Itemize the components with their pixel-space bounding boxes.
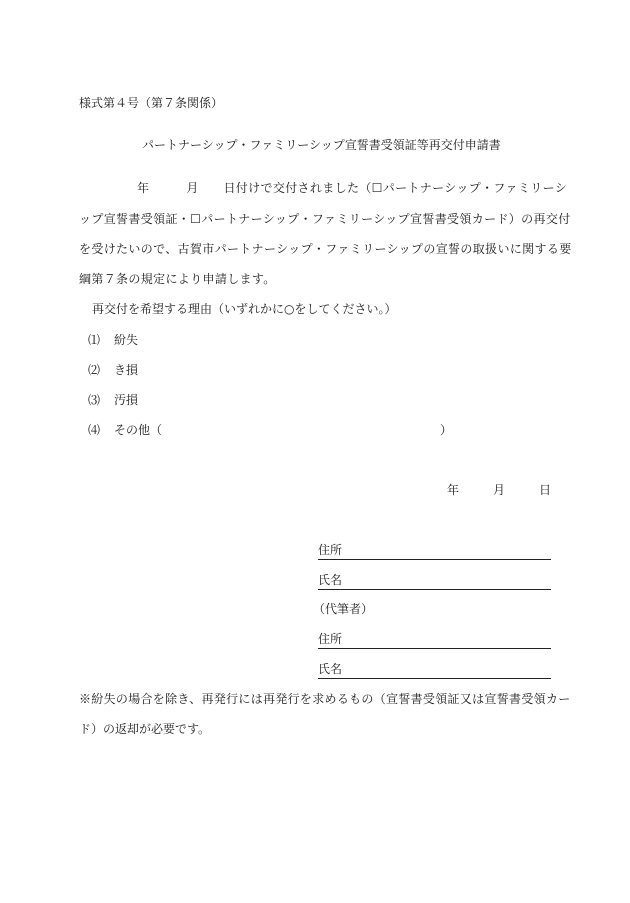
proxy-name-label: 氏名 [318, 662, 343, 676]
proxy-address-label: 住所 [318, 632, 343, 646]
reason-label: 汚損 [114, 393, 139, 407]
reason-item-damaged[interactable] [88, 363, 138, 377]
reason-item-soiled[interactable] [88, 393, 138, 407]
applicant-address-field[interactable] [318, 543, 551, 560]
applicant-name-label: 氏名 [318, 573, 343, 587]
body-line-2: ップ宣誓書受領証・☐パートナーシップ・ファミリーシップ宣誓書受領カード）の再交付 [79, 212, 571, 226]
note-line-2: ド）の返却が必要です。 [79, 722, 211, 736]
document-title: パートナーシップ・ファミリーシップ宣誓書受領証等再交付申請書 [142, 138, 501, 152]
reason-label: その他（ [114, 423, 163, 437]
reason-label: 紛失 [114, 333, 139, 347]
reason-number: ⑴ [88, 333, 101, 347]
proxy-name-field[interactable] [318, 662, 551, 679]
date-month-label: 月 [493, 483, 506, 497]
reason-heading: 再交付を希望する理由（いずれかに○をしてください。） [92, 302, 397, 316]
reason-number: ⑶ [88, 393, 101, 407]
reason-item-lost[interactable] [88, 333, 138, 347]
proxy-address-field[interactable] [318, 632, 551, 649]
applicant-address-label: 住所 [318, 543, 343, 557]
body-line-4: 綱第７条の規定により申請します。 [79, 272, 276, 286]
reason-other-close-paren: ） [440, 423, 453, 437]
body-line-1: 年 月 日付けで交付されました（☐パートナーシップ・ファミリーシ [137, 181, 568, 195]
proxy-writer-label: （代筆者） [313, 602, 374, 616]
body-line-3: を受けたいので、古賀市パートナーシップ・ファミリーシップの宣誓の取扱いに関する要 [79, 242, 572, 256]
reason-number: ⑷ [88, 423, 101, 437]
reason-number: ⑵ [88, 363, 101, 377]
date-year-label: 年 [447, 483, 460, 497]
reason-item-other[interactable] [88, 423, 162, 437]
reason-label: き損 [114, 363, 139, 377]
note-line-1: ※紛失の場合を除き、再発行には再発行を求めるもの（宣誓書受領証又は宣誓書受領カー [79, 692, 571, 706]
date-day-label: 日 [539, 483, 552, 497]
form-number: 様式第４号（第７条関係） [79, 96, 224, 110]
applicant-name-field[interactable] [318, 573, 551, 590]
application-date[interactable] [447, 483, 551, 497]
